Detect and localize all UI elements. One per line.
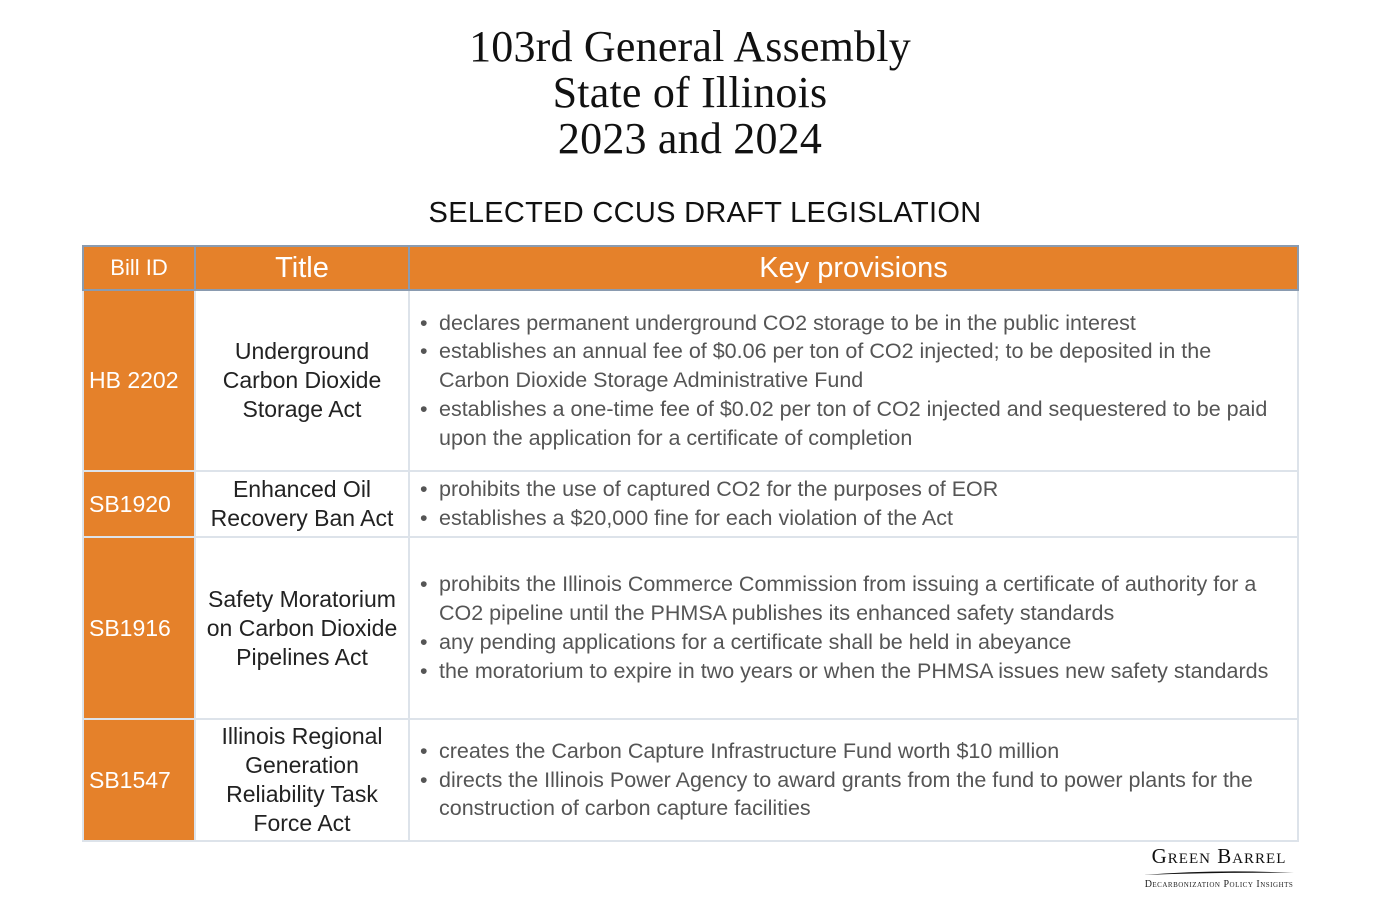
title-years: 2023 and 2024 (557, 114, 823, 163)
swoosh-icon (1144, 870, 1294, 876)
logo-name: Green Barrel (1151, 844, 1287, 868)
column-header-bill-id: Bill ID (83, 246, 195, 290)
provision-item: • the moratorium to expire in two years or when the PHMSA issues new safety standards (420, 657, 1277, 686)
bill-id-cell: HB 2202 (83, 290, 195, 471)
column-header-title: Title (195, 246, 409, 290)
bill-id-cell: SB1547 (83, 719, 195, 841)
legislation-table (82, 245, 1299, 842)
provisions-list (420, 309, 1277, 453)
provision-item: • any pending applications for a certificate shall be held in abeyance (420, 628, 1277, 657)
provisions-list (420, 570, 1277, 685)
bill-id-cell: SB1916 (83, 537, 195, 719)
provisions-cell (409, 719, 1298, 841)
provisions-list (420, 475, 1277, 533)
provision-item: • directs the Illinois Power Agency to award grants from the fund to power plants for the construction of carbon capture facilities (420, 766, 1277, 824)
provision-item: • creates the Carbon Capture Infrastructure Fund worth $10 million (420, 737, 1277, 766)
document-header (0, 24, 1380, 162)
table-row (83, 537, 1298, 719)
provisions-cell (409, 290, 1298, 471)
title-assembly: 103rd General Assembly (469, 22, 911, 71)
bill-title-cell: Safety Moratorium on Carbon Dioxide Pipelines Act (195, 537, 409, 719)
bill-id-cell: SB1920 (83, 471, 195, 537)
table-header-row (83, 246, 1298, 290)
table-row (83, 290, 1298, 471)
bill-title-cell: Underground Carbon Dioxide Storage Act (195, 290, 409, 471)
column-header-key-provisions: Key provisions (409, 246, 1298, 290)
bill-title-cell: Illinois Regional Generation Reliability Task Force Act (195, 719, 409, 841)
bill-title-cell: Enhanced Oil Recovery Ban Act (195, 471, 409, 537)
provision-item: • prohibits the use of captured CO2 for the purposes of EOR (420, 475, 1277, 504)
provisions-cell (409, 471, 1298, 537)
provision-item: • establishes a one-time fee of $0.02 per ton of CO2 injected and sequestered to be paid upon the application for a certificate of completion (420, 395, 1277, 453)
provision-item: • declares permanent underground CO2 storage to be in the public interest (420, 309, 1277, 338)
provision-item: • establishes an annual fee of $0.06 per ton of CO2 injected; to be deposited in the Carbon Dioxide Storage Administrative Fund (420, 337, 1277, 395)
section-subtitle: SELECTED CCUS DRAFT LEGISLATION (428, 197, 982, 229)
logo-tagline: Decarbonization Policy Insights (1144, 879, 1294, 890)
provision-item: • prohibits the Illinois Commerce Commission from issuing a certificate of authority for a CO2 pipeline until the PHMSA publishes its enhanced safety standards (420, 570, 1277, 628)
table-row (83, 719, 1298, 841)
green-barrel-logo (1130, 844, 1308, 891)
provision-item: • establishes a $20,000 fine for each violation of the Act (420, 504, 1277, 533)
title-state: State of Illinois (552, 68, 828, 117)
provisions-list (420, 737, 1277, 823)
table-row (83, 471, 1298, 537)
provisions-cell (409, 537, 1298, 719)
